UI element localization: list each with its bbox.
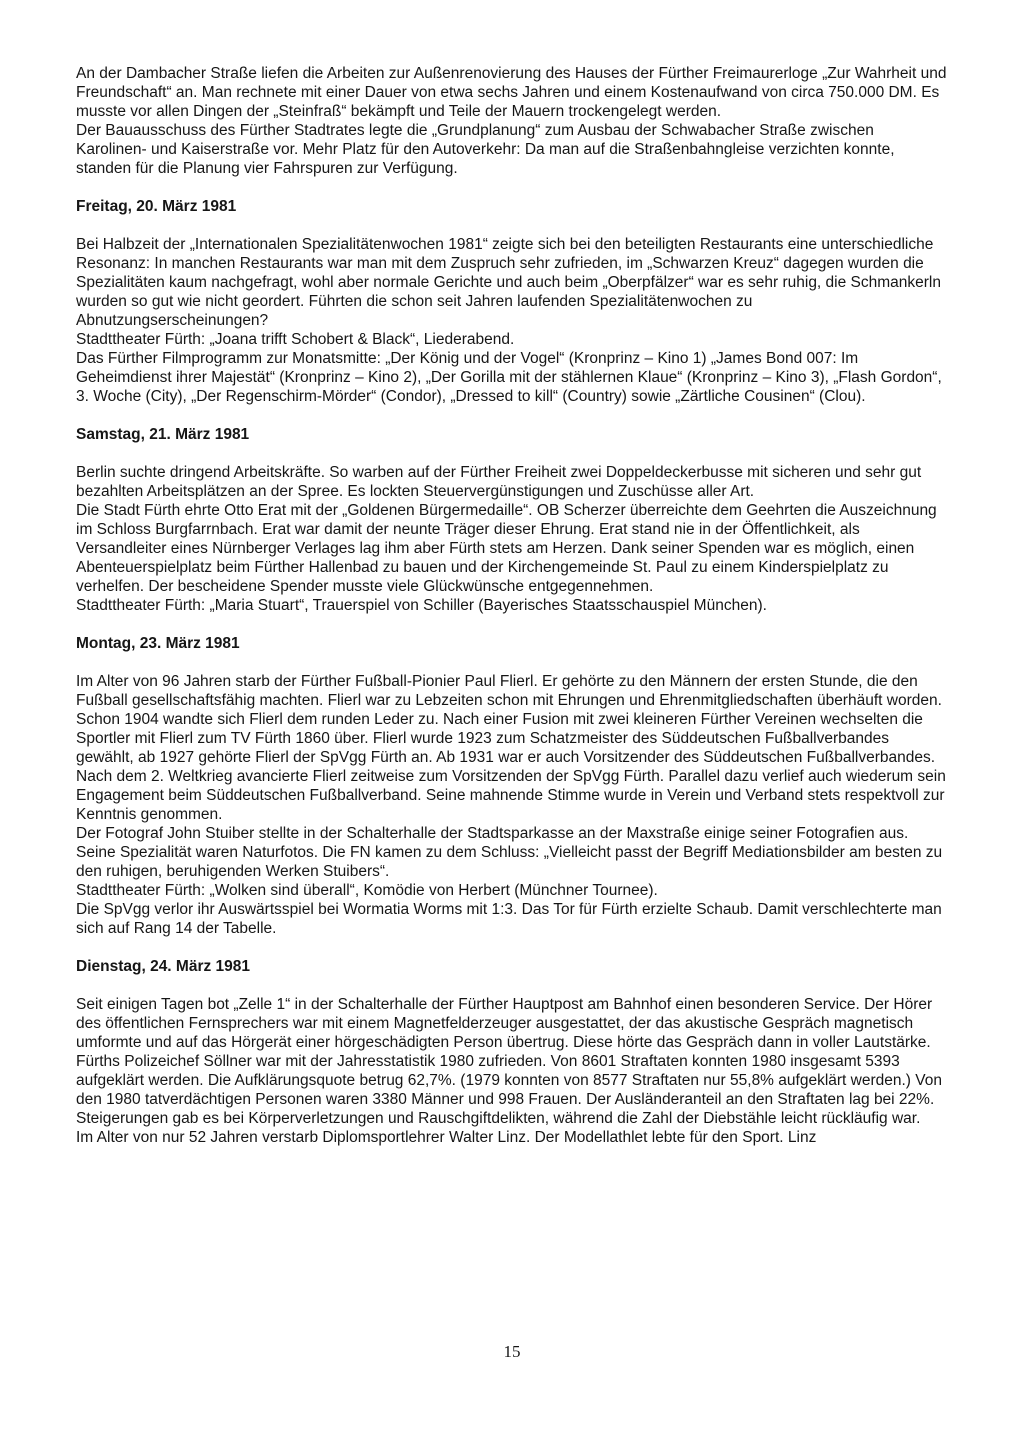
paragraph: Bei Halbzeit der „Internationalen Spezialitätenwochen 1981“ zeigte sich bei den beteiligten Restaurants eine unterschiedliche Resonanz: In manchen Restaurants war man mit dem Zuspruch sehr zufrieden, im „Schwarzen Kreuz“ dagegen wurden die Spezialitäten kaum nachgefragt, wohl aber normale Gerichte und auch beim „Oberpfälzer“ war es sehr ruhig, die Schmankerln wurden so gut wie nicht geordert. Führten die schon seit Jahren laufenden Spezialitätenwochen zu Abnutzungserscheinungen? (76, 236, 941, 329)
paragraph: Im Alter von 96 Jahren starb der Fürther Fußball-Pionier Paul Flierl. Er gehörte zu den Männern der ersten Stunde, die den Fußball gesellschaftsfähig machten. Flierl war zu Lebzeiten schon mit Ehrungen und Ehrenmitgliedschaften überhäuft worden. Schon 1904 wandte sich Flierl dem runden Leder zu. Nach einer Fusion mit zwei kleineren Fürther Vereinen wechselten die Sportler mit Flierl zum TV Fürth 1860 über. Flierl wurde 1923 zum Schatzmeister des Süddeutschen Fußballverbandes gewählt, ab 1927 gehörte Flierl der SpVgg Fürth an. Ab 1931 war er auch Vorsitzender des Süddeutschen Fußballverbandes. Nach dem 2. Weltkrieg avancierte Flierl zeitweise zum Vorsitzenden der SpVgg Fürth. Parallel dazu verlief auch wiederum sein Engagement beim Süddeutschen Fußballverband. Seine mahnende Stimme wurde in Verein und Verband stets respektvoll zur Kenntnis genommen. (76, 673, 946, 823)
paragraph: Berlin suchte dringend Arbeitskräfte. So warben auf der Fürther Freiheit zwei Doppeldeckerbusse mit sicheren und sehr gut bezahlten Arbeitsplätzen an der Spree. Es lockten Steuervergünstigungen und Zuschüsse aller Art. (76, 464, 922, 500)
page-number: 15 (503, 1342, 521, 1361)
day-heading: Freitag, 20. März 1981 (76, 198, 237, 215)
paragraph: Das Fürther Filmprogramm zur Monatsmitte: „Der König und der Vogel“ (Kronprinz – Kino 1) „James Bond 007: Im Geheimdienst ihrer Majestät“ (Kronprinz – Kino 2), „Der Gorilla mit der stählernen Klaue“ (Kronprinz – Kino 3), „Flash Gordon“, 3. Woche (City), „Der Regenschirm-Mörder“ (Condor), „Dressed to kill“ (Country) sowie „Zärtliche Cousinen“ (Clou). (76, 350, 942, 405)
paragraph: Stadttheater Fürth: „Joana trifft Schobert & Black“, Liederabend. (76, 331, 515, 348)
paragraph: Die Stadt Fürth ehrte Otto Erat mit der „Goldenen Bürgermedaille“. OB Scherzer überreichte dem Geehrten die Auszeichnung im Schloss Burgfarrnbach. Erat war damit der neunte Träger dieser Ehrung. Erat stand nie in der Öffentlichkeit, als Versandleiter eines Nürnberger Verlages lag ihm aber Fürth stets am Herzen. Dank seiner Spenden war es möglich, einen Abenteuerspielplatz beim Fürther Hallenbad zu bauen und der Kirchengemeinde St. Paul zu einem Kinderspielplatz zu verhelfen. Der bescheidene Spender musste viele Glückwünsche entgegennehmen. (76, 502, 937, 595)
day-heading: Montag, 23. März 1981 (76, 635, 240, 652)
paragraph: Die SpVgg verlor ihr Auswärtsspiel bei Wormatia Worms mit 1:3. Das Tor für Fürth erzielte Schaub. Damit verschlechterte man sich auf Rang 14 der Tabelle. (76, 901, 942, 937)
paragraph: Im Alter von nur 52 Jahren verstarb Diplomsportlehrer Walter Linz. Der Modellathlet lebte für den Sport. Linz (76, 1129, 817, 1146)
paragraph: An der Dambacher Straße liefen die Arbeiten zur Außenrenovierung des Hauses der Fürther Freimaurerloge „Zur Wahrheit und Freundschaft“ an. Man rechnete mit einer Dauer von etwa sechs Jahren und einem Kostenaufwand von circa 750.000 DM. Es musste vor allen Dingen der „Steinfraß“ bekämpft und Teile der Mauern trockengelegt werden. (76, 65, 947, 120)
page-content (76, 64, 948, 1147)
paragraph: Der Bauausschuss des Fürther Stadtrates legte die „Grundplanung“ zum Ausbau der Schwabacher Straße zwischen Karolinen- und Kaiserstraße vor. Mehr Platz für den Autoverkehr: Da man auf die Straßenbahngleise verzichten konnte, standen für die Planung vier Fahrspuren zur Verfügung. (76, 122, 895, 177)
paragraph: Der Fotograf John Stuiber stellte in der Schalterhalle der Stadtsparkasse an der Maxstraße einige seiner Fotografien aus. Seine Spezialität waren Naturfotos. Die FN kamen zu dem Schluss: „Vielleicht passt der Begriff Mediationsbilder am besten zu den ruhigen, beruhigenden Werken Stuibers“. (76, 825, 943, 880)
day-heading: Dienstag, 24. März 1981 (76, 958, 251, 975)
paragraph: Stadttheater Fürth: „Maria Stuart“, Trauerspiel von Schiller (Bayerisches Staatsschauspiel München). (76, 597, 767, 614)
paragraph: Fürths Polizeichef Söllner war mit der Jahresstatistik 1980 zufrieden. Von 8601 Straftaten konnten 1980 insgesamt 5393 aufgeklärt werden. Die Aufklärungsquote betrug 62,7%. (1979 konnten von 8577 Straftaten nur 55,8% aufgeklärt werden.) Von den 1980 tatverdächtigen Personen waren 3380 Männer und 998 Frauen. Der Ausländeranteil an den Straftaten lag bei 22%. Steigerungen gab es bei Körperverletzungen und Rauschgiftdelikten, während die Zahl der Diebstähle leicht rückläufig war. (76, 1053, 942, 1127)
paragraph: Stadttheater Fürth: „Wolken sind überall“, Komödie von Herbert (Münchner Tournee). (76, 882, 658, 899)
paragraph: Seit einigen Tagen bot „Zelle 1“ in der Schalterhalle der Fürther Hauptpost am Bahnhof einen besonderen Service. Der Hörer des öffentlichen Fernsprechers war mit einem Magnetfelderzeuger ausgestattet, der das akustische Gespräch magnetisch umformte und auf das Hörgerät einer hörgeschädigten Person übertrug. Diese hörte das Gespräch dann in voller Lautstärke. (76, 996, 933, 1051)
day-heading: Samstag, 21. März 1981 (76, 426, 250, 443)
